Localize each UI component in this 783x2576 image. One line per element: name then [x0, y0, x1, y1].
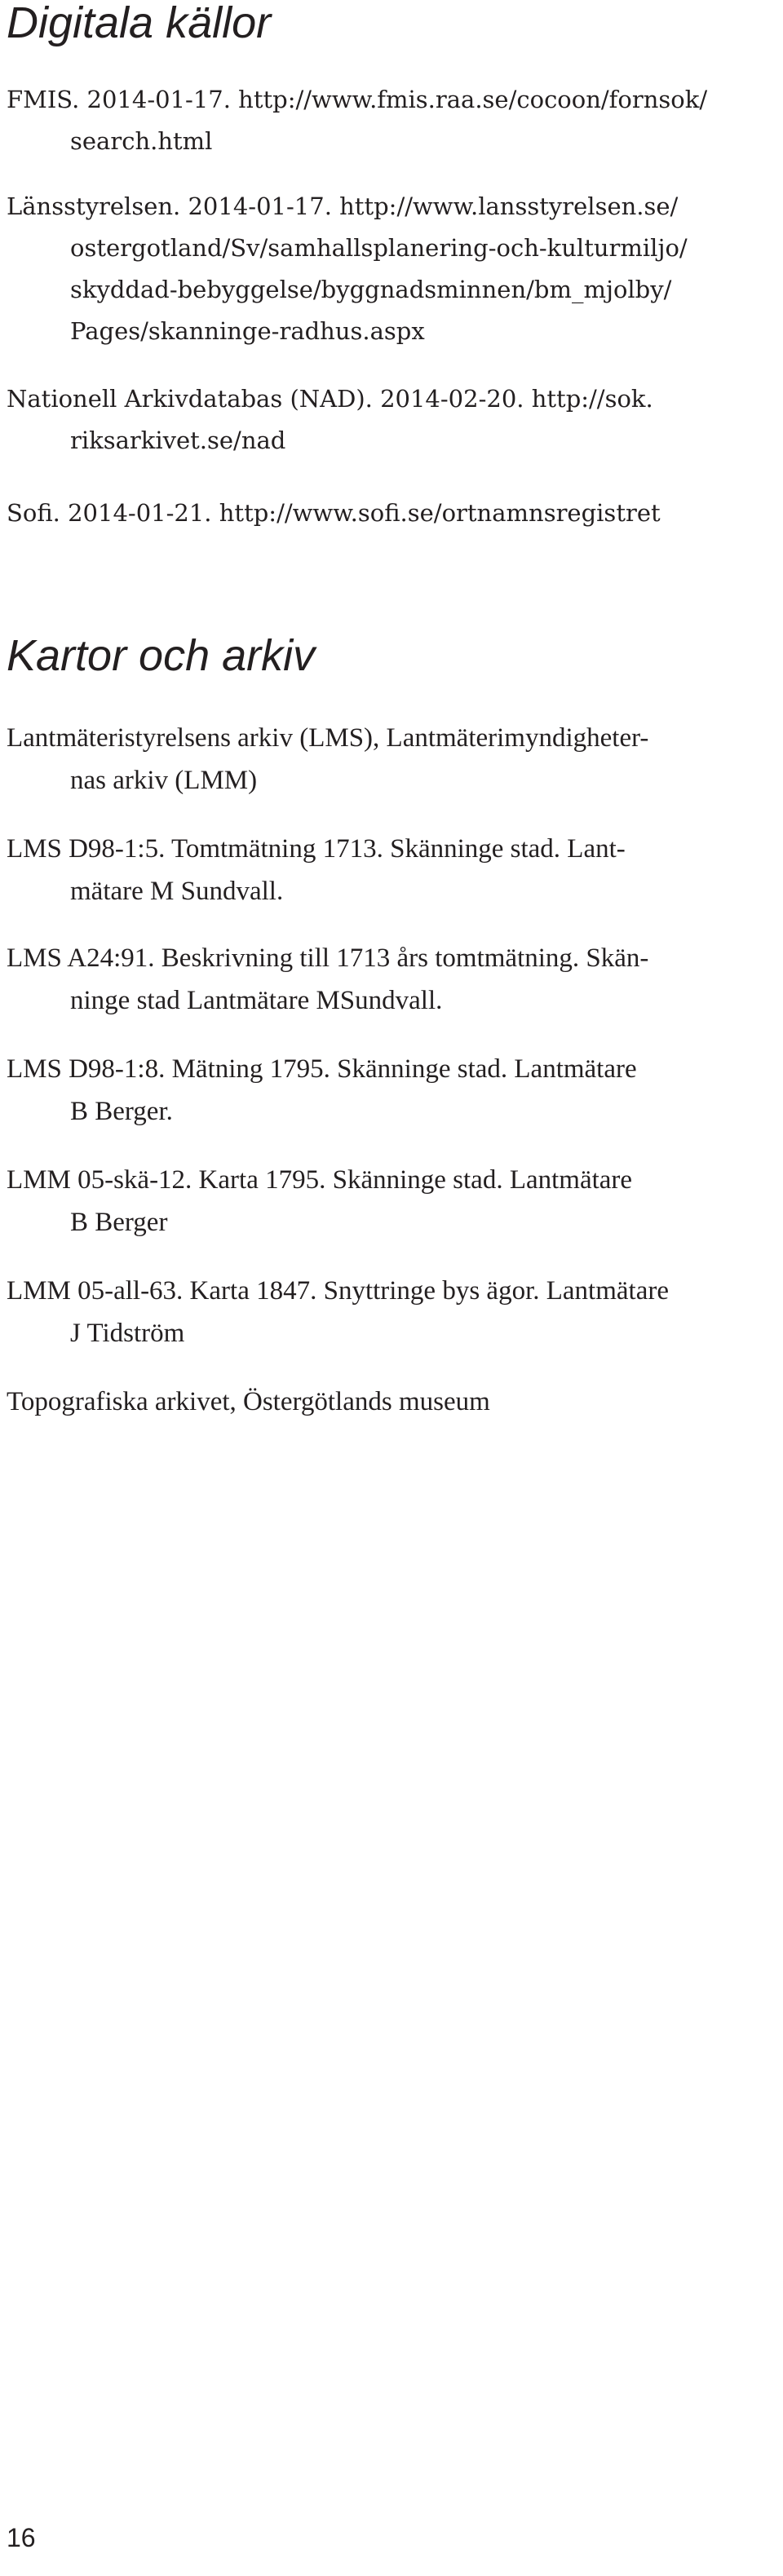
reference-entry-nad: [7, 378, 778, 462]
reference-line: LMS D98-1:5. Tomtmätning 1713. Skänninge stad. Lant-: [7, 834, 626, 864]
page-number: 16: [7, 2523, 36, 2552]
reference-entry-lms-lmm: [7, 717, 778, 802]
reference-line: FMIS. 2014-01-17. http://www.fmis.raa.se/cocoon/fornsok/: [7, 86, 708, 113]
reference-line: Nationell Arkivdatabas (NAD). 2014-02-20. http://sok.: [7, 385, 653, 413]
reference-entry-lms-a24-91: [7, 937, 778, 1022]
section-heading-digitala-kallor: Digitala källor: [7, 0, 272, 47]
reference-entry-topografiska-arkivet: [7, 1381, 778, 1423]
reference-line: LMM 05-all-63. Karta 1847. Snyttringe bys ägor. Lantmätare: [7, 1276, 669, 1306]
reference-entry-lms-d98-1-5: [7, 828, 778, 912]
reference-line: Sofi. 2014-01-21. http://www.sofi.se/ortnamnsregistret: [7, 499, 661, 527]
reference-entry-lms-d98-1-8: [7, 1048, 778, 1133]
reference-line: search.html: [70, 127, 213, 155]
reference-line: ostergotland/Sv/samhallsplanering-och-kulturmiljo/: [70, 234, 688, 262]
reference-entry-sofi: [7, 493, 778, 534]
reference-line: mätare M Sundvall.: [70, 877, 284, 906]
reference-entry-fmis: [7, 79, 778, 162]
reference-line: B Berger: [70, 1208, 168, 1237]
reference-line: Pages/skanninge-radhus.aspx: [70, 317, 425, 345]
reference-line: skyddad-bebyggelse/byggnadsminnen/bm_mjolby/: [70, 276, 672, 303]
reference-line: LMS A24:91. Beskrivning till 1713 års tomtmätning. Skän-: [7, 943, 649, 973]
reference-line: ninge stad Lantmätare MSundvall.: [70, 986, 443, 1015]
reference-line: J Tidström: [70, 1319, 185, 1348]
reference-entry-lmm-05-ska-12: [7, 1159, 778, 1244]
reference-entry-lansstyrelsen: [7, 186, 778, 352]
reference-line: LMS D98-1:8. Mätning 1795. Skänninge stad. Lantmätare: [7, 1054, 637, 1084]
reference-line: Lantmäteristyrelsens arkiv (LMS), Lantmäterimyndigheter-: [7, 723, 649, 753]
reference-line: riksarkivet.se/nad: [70, 426, 286, 454]
reference-line: Länsstyrelsen. 2014-01-17. http://www.lansstyrelsen.se/: [7, 192, 679, 220]
reference-line: nas arkiv (LMM): [70, 766, 258, 795]
reference-line: B Berger.: [70, 1097, 173, 1126]
reference-line: Topografiska arkivet, Östergötlands museum: [7, 1387, 490, 1416]
reference-line: LMM 05-skä-12. Karta 1795. Skänninge stad. Lantmätare: [7, 1165, 633, 1195]
section-heading-kartor-och-arkiv: Kartor och arkiv: [7, 631, 316, 680]
reference-entry-lmm-05-all-63: [7, 1270, 778, 1354]
